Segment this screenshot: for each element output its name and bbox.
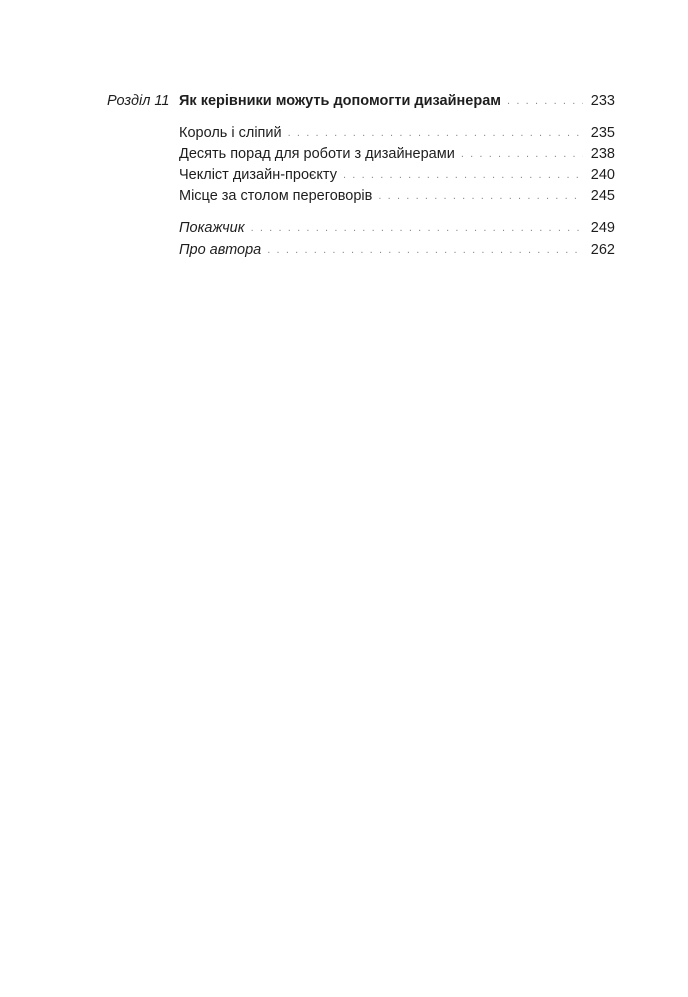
- toc-entry-about-author[interactable]: [179, 241, 615, 259]
- toc-entry-section[interactable]: [179, 124, 615, 142]
- dot-leader: [343, 166, 583, 184]
- toc-entry-page: 238: [590, 146, 615, 162]
- dot-leader: [461, 145, 583, 163]
- toc-entry-title: Десять порад для роботи з дизайнерами: [179, 146, 455, 162]
- toc-entry-section[interactable]: [179, 166, 615, 184]
- dot-leader: [378, 187, 582, 205]
- toc-entry-chapter-11[interactable]: [179, 92, 615, 110]
- toc-entry-section[interactable]: [179, 187, 615, 205]
- toc-entry-index[interactable]: [179, 219, 615, 237]
- toc-entry-title: Про автора: [179, 242, 262, 258]
- dot-leader: [267, 241, 583, 259]
- toc-entry-page: 245: [590, 188, 615, 204]
- toc-entry-page: 235: [590, 125, 615, 141]
- toc-entry-title: Чекліст дизайн-проєкту: [179, 167, 337, 183]
- toc-entry-title: Покажчик: [179, 220, 245, 236]
- toc-entry-page: 233: [590, 93, 615, 109]
- toc-entry-title: Місце за столом переговорів: [179, 188, 373, 204]
- toc-entry-page: 262: [590, 242, 615, 258]
- toc-entry-title: Як керівники можуть допомогти дизайнерам: [179, 93, 502, 109]
- toc-entry-title: Король і сліпий: [179, 125, 282, 141]
- chapter-label: Розділ 11: [107, 93, 170, 109]
- toc-entry-page: 249: [590, 220, 615, 236]
- toc-entry-section[interactable]: [179, 145, 615, 163]
- dot-leader: [251, 219, 583, 237]
- toc-entry-page: 240: [590, 167, 615, 183]
- dot-leader: [507, 92, 583, 110]
- dot-leader: [288, 124, 583, 142]
